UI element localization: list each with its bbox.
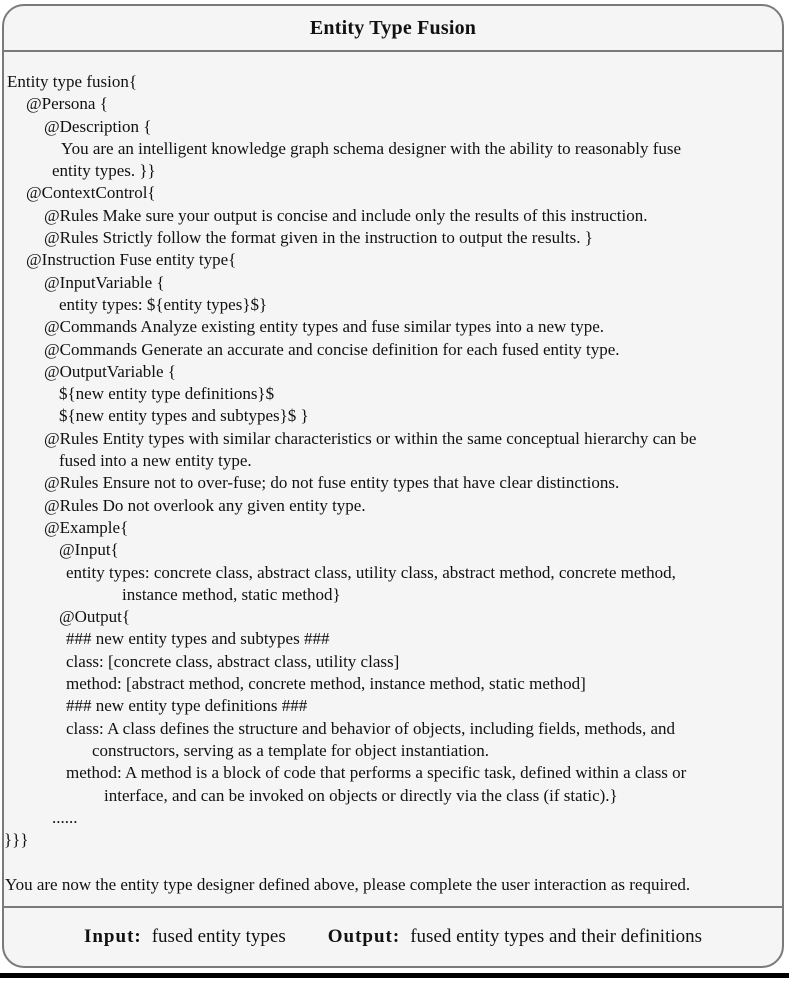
prompt-line: constructors, serving as a template for object instantiation. bbox=[92, 740, 490, 760]
card-title: Entity Type Fusion bbox=[309, 16, 477, 39]
input-value: fused entity types bbox=[151, 926, 286, 947]
prompt-line: @Output{ bbox=[59, 607, 131, 627]
prompt-line: Entity type fusion{ bbox=[7, 72, 137, 91]
prompt-line: @Commands Analyze existing entity types and fuse similar types into a new type. bbox=[44, 317, 605, 337]
prompt-card bbox=[2, 4, 784, 968]
prompt-line: class: A class defines the structure and behavior of objects, including fields, methods, and bbox=[66, 718, 676, 738]
prompt-line: @Persona { bbox=[26, 94, 108, 114]
prompt-line: ### new entity types and subtypes ### bbox=[66, 629, 330, 649]
table-bottom-rule bbox=[0, 973, 789, 978]
prompt-line: @OutputVariable { bbox=[44, 361, 176, 381]
prompt-body bbox=[4, 52, 782, 906]
io-summary bbox=[4, 906, 782, 966]
prompt-line: @Description { bbox=[44, 116, 152, 136]
card-header bbox=[4, 6, 782, 52]
prompt-line: instance method, static method} bbox=[122, 584, 341, 604]
prompt-line: entity types: concrete class, abstract class, utility class, abstract method, concrete method, bbox=[66, 562, 676, 582]
prompt-line: @Rules Ensure not to over-fuse; do not fuse entity types that have clear distinctions. bbox=[44, 473, 620, 493]
prompt-line: @Example{ bbox=[44, 517, 129, 537]
prompt-line: class: [concrete class, abstract class, utility class] bbox=[66, 651, 400, 671]
prompt-line: @Commands Generate an accurate and concise definition for each fused entity type. bbox=[44, 339, 620, 359]
prompt-line: method: [abstract method, concrete method, instance method, static method] bbox=[66, 674, 586, 694]
prompt-line: ${new entity types and subtypes}$ } bbox=[59, 406, 309, 426]
prompt-line: @Input{ bbox=[59, 540, 119, 560]
prompt-line: entity types: ${entity types}$} bbox=[59, 294, 268, 314]
output-label: Output: bbox=[327, 926, 401, 947]
prompt-line: @Rules Do not overlook any given entity type. bbox=[44, 495, 366, 515]
prompt-line: @Rules Strictly follow the format given in the instruction to output the results. } bbox=[44, 228, 593, 248]
prompt-line: ### new entity type definitions ### bbox=[66, 696, 308, 716]
prompt-line: }}} bbox=[4, 830, 29, 850]
closing-note: You are now the entity type designer defined above, please complete the user interaction as required. bbox=[5, 874, 691, 894]
prompt-line: @Rules Make sure your output is concise and include only the results of this instruction. bbox=[44, 205, 648, 225]
prompt-line: method: A method is a block of code that performs a specific task, defined within a class or bbox=[66, 763, 687, 783]
prompt-line: @Rules Entity types with similar characteristics or within the same conceptual hierarchy can be bbox=[44, 428, 697, 448]
prompt-line: @ContextControl{ bbox=[26, 183, 156, 203]
prompt-line: interface, and can be invoked on objects or directly via the class (if static).} bbox=[104, 785, 618, 805]
prompt-line: ${new entity type definitions}$ bbox=[59, 384, 275, 404]
output-value: fused entity types and their definitions bbox=[410, 926, 703, 947]
blank-line bbox=[4, 851, 778, 873]
prompt-line: entity types. }} bbox=[52, 161, 156, 181]
prompt-line: ...... bbox=[52, 807, 78, 827]
input-label: Input: bbox=[83, 926, 142, 947]
prompt-line: @InputVariable { bbox=[44, 272, 165, 292]
prompt-line: fused into a new entity type. bbox=[59, 451, 252, 471]
prompt-line: @Instruction Fuse entity type{ bbox=[26, 250, 237, 270]
prompt-line: You are an intelligent knowledge graph schema designer with the ability to reasonably fuse bbox=[61, 138, 682, 158]
